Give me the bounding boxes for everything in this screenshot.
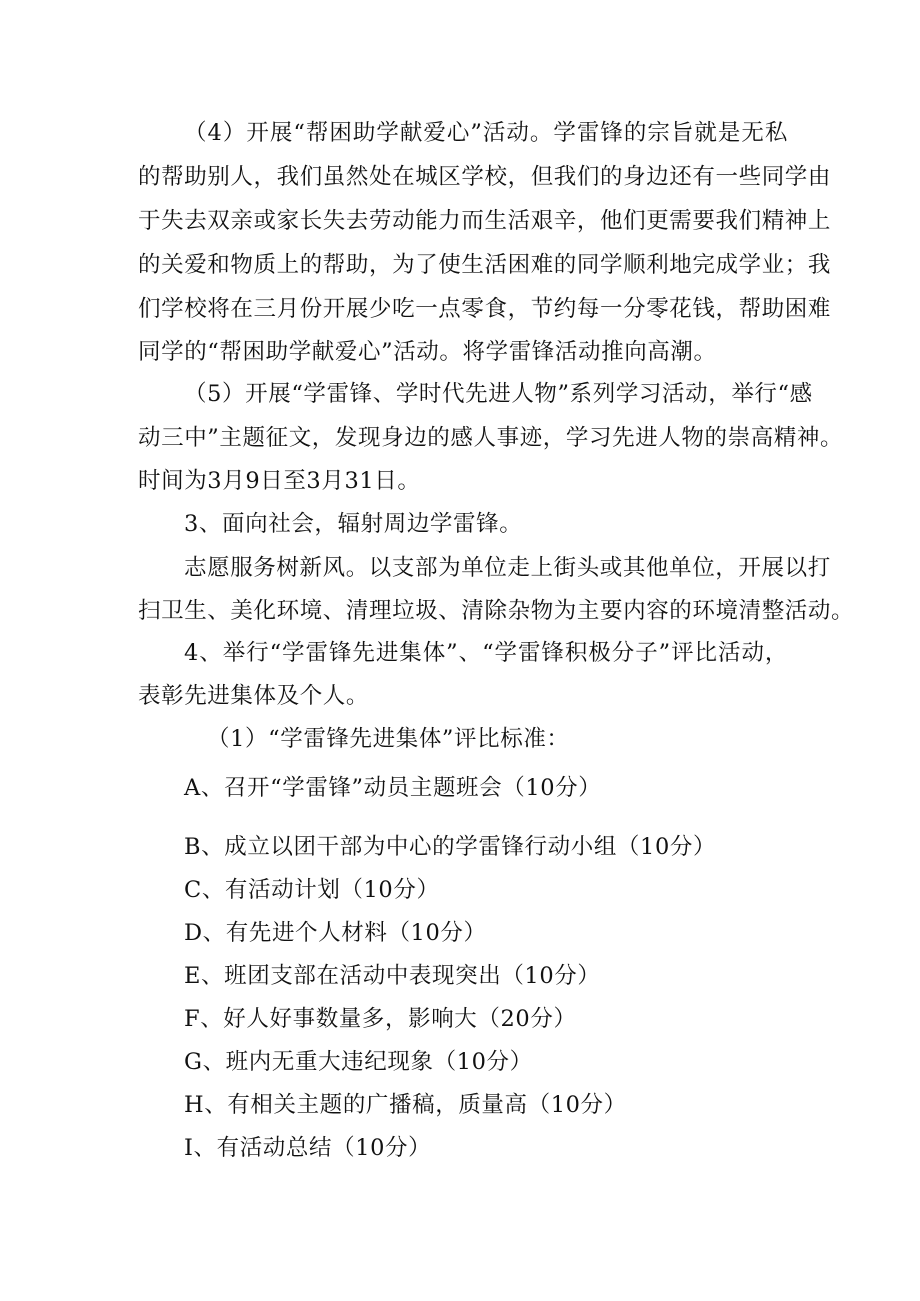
criteria-item-f: F、好人好事数量多，影响大（20分） [184, 1006, 577, 1032]
paragraph-5-line-3: 时间为3月9日至3月31日。 [138, 468, 421, 494]
criteria-item-e: E、班团支部在活动中表现突出（10分） [184, 963, 601, 989]
criteria-item-d: D、有先进个人材料（10分） [184, 920, 487, 946]
criteria-item-i: I、有活动总结（10分） [184, 1135, 432, 1161]
criteria-item-g: G、班内无重大违纪现象（10分） [184, 1049, 533, 1075]
paragraph-4-line-1: （4）开展“帮困助学献爱心”活动。学雷锋的宗旨就是无私 [184, 120, 788, 146]
criteria-item-b: B、成立以团干部为中心的学雷锋行动小组（10分） [184, 834, 717, 860]
section-3-heading: 3、面向社会，辐射周边学雷锋。 [184, 511, 523, 537]
volunteer-paragraph-line-1: 志愿服务树新风。以支部为单位走上街头或其他单位，开展以打 [184, 555, 831, 581]
paragraph-4-line-4: 的关爱和物质上的帮助，为了使生活困难的同学顺利地完成学业；我 [138, 252, 832, 278]
paragraph-4-line-6: 同学的“帮困助学献爱心”活动。将学雷锋活动推向高潮。 [138, 339, 717, 365]
volunteer-paragraph-line-2: 扫卫生、美化环境、清理垃圾、清除杂物为主要内容的环境清整活动。 [138, 598, 855, 624]
paragraph-4-line-2: 的帮助别人，我们虽然处在城区学校，但我们的身边还有一些同学由 [138, 164, 832, 190]
criteria-item-c: C、有活动计划（10分） [184, 877, 440, 903]
section-4-line-2: 表彰先进集体及个人。 [138, 683, 370, 709]
paragraph-5-line-2: 动三中”主题征文，发现身边的感人事迹，学习先进人物的崇高精神。 [138, 425, 844, 451]
section-4-line-1: 4、举行“学雷锋先进集体”、“学雷锋积极分子”评比活动， [184, 640, 788, 666]
paragraph-4-line-5: 们学校将在三月份开展少吃一点零食，节约每一分零花钱，帮助困难 [138, 296, 832, 322]
criteria-heading: （1）“学雷锋先进集体”评比标准： [207, 726, 570, 752]
criteria-item-a: A、召开“学雷锋”动员主题班会（10分） [184, 775, 602, 801]
paragraph-4-line-3: 于失去双亲或家长失去劳动能力而生活艰辛，他们更需要我们精神上 [138, 208, 832, 234]
paragraph-5-line-1: （5）开展“学雷锋、学时代先进人物”系列学习活动，举行“感 [184, 381, 813, 407]
criteria-item-h: H、有相关主题的广播稿，质量高（10分） [184, 1092, 627, 1118]
